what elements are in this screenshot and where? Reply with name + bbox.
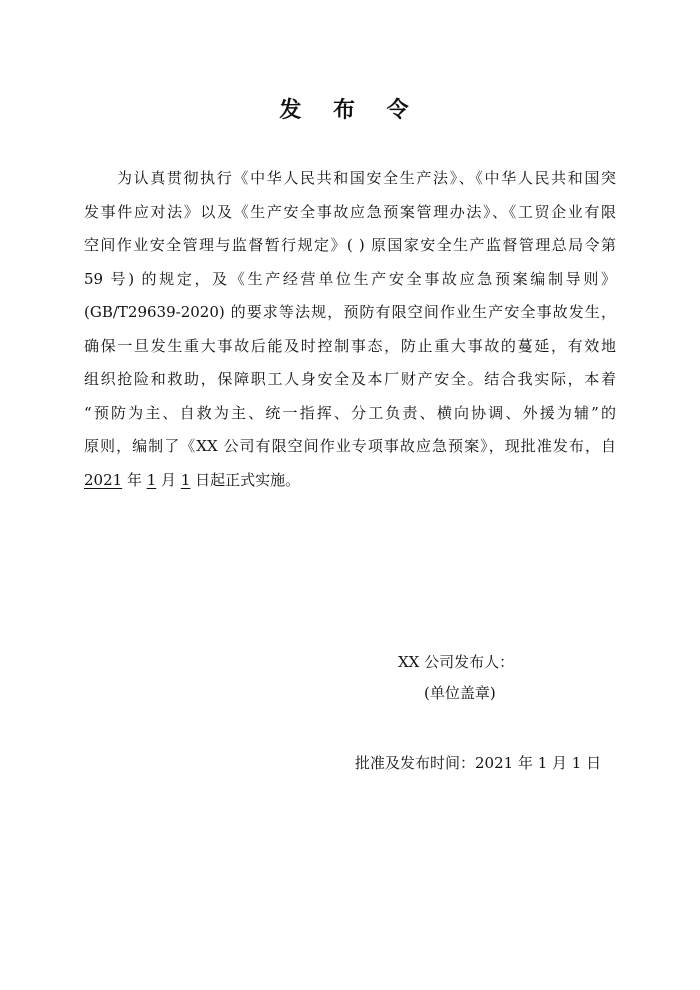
body-line: 59 号) 的规定，及《生产经营单位生产安全事故应急预案编制导则》 (84, 269, 616, 288)
body-line: 确保一旦发生重大事故后能及时控制事态，防止重大事故的蔓延，有效地 (84, 336, 616, 355)
effective-day: 1 (180, 470, 191, 489)
body-line: 为认真贯彻执行《中华人民共和国安全生产法》、《中华人民共和国突 (117, 169, 616, 187)
seal-note: (单位盖章) (424, 684, 496, 702)
effective-date-line (84, 464, 616, 498)
document-title: 发 布 令 (279, 97, 421, 123)
effective-suffix: 日起正式实施。 (190, 470, 301, 489)
year-unit: 年 (122, 470, 147, 489)
body-line: 发事件应对法》以及《生产安全事故应急预案管理办法》、《工贸企业有限 (84, 202, 616, 221)
effective-month: 1 (146, 470, 157, 489)
body-line: “预防为主、自救为主、统一指挥、分工负责、横向协调、外援为辅”的 (84, 403, 616, 422)
body-line: 组织抢险和救助，保障职工人身安全及本厂财产安全。结合我实际，本着 (84, 370, 616, 388)
body-paragraph (84, 162, 616, 497)
body-line: (GB/T29639-2020) 的要求等法规，预防有限空间作业生产安全事故发生， (84, 303, 616, 321)
issuer-line: XX 公司发布人： (398, 653, 515, 671)
release-time: 批准及发布时间：2021 年 1 月 1 日 (355, 754, 602, 772)
effective-year: 2021 (84, 470, 123, 489)
body-line: 空间作业安全管理与监督暂行规定》( ) 原国家安全生产监督管理总局令第 (84, 236, 616, 254)
body-line: 原则，编制了《XX 公司有限空间作业专项事故应急预案》，现批准发布，自 (84, 437, 616, 455)
month-unit: 月 (156, 470, 181, 489)
